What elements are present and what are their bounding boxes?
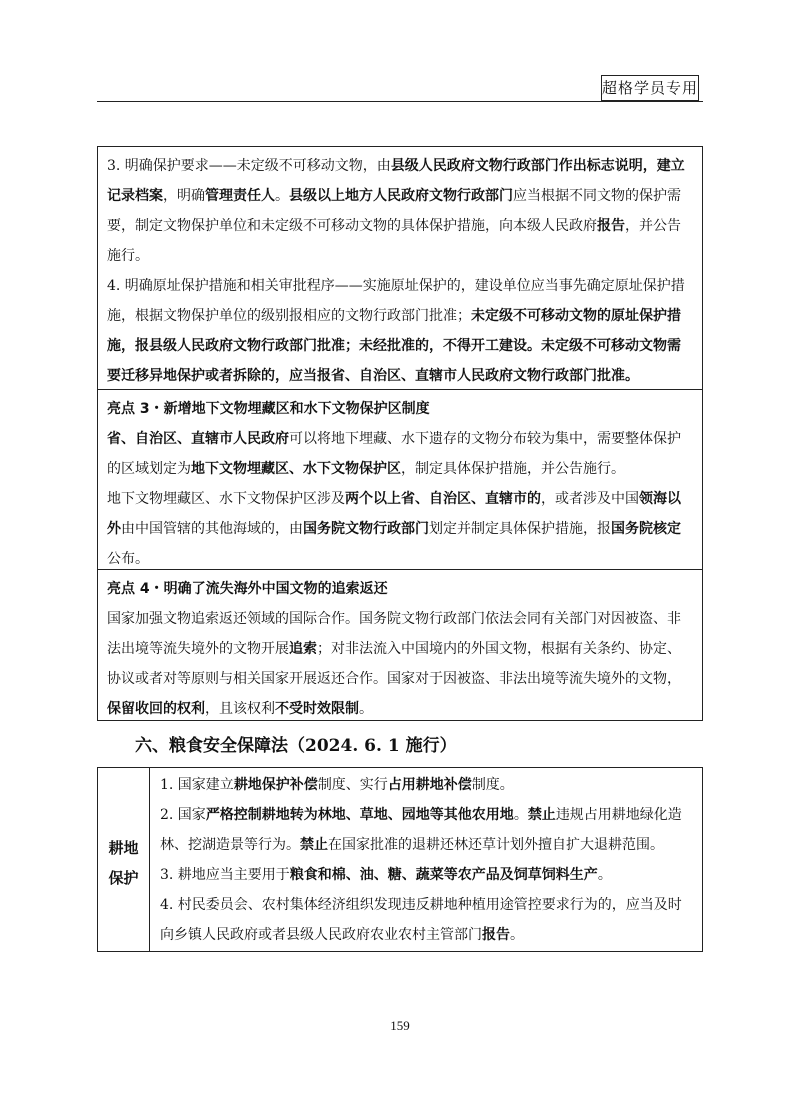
content-box-highlight-4 xyxy=(97,569,703,721)
highlight-3-paragraph-1: 省、自治区、直辖市人民政府可以将地下埋藏、水下遗存的文物分布较为集中，需要整体保护的区域划定为地下文物埋藏区、水下文物保护区，制定具体保护措施，并公告施行。 xyxy=(107,431,681,477)
content-box-highlight-3 xyxy=(97,389,703,569)
row-label-line-2: 保护 xyxy=(108,869,139,887)
exclusive-badge: 超格学员专用 xyxy=(601,75,699,101)
section-6-title: 六、粮食安全保障法（2024. 6. 1 施行） xyxy=(135,736,457,756)
highlight-4-paragraph: 国家加强文物追索返还领域的国际合作。国务院文物行政部门依法会同有关部门对因被盗、非法出境等流失境外的文物开展追索；对非法流入中国境内的外国文物，根据有关条约、协定、协议或者对等原则与相关国家开展返还合作。国家对于因被盗、非法出境等流失境外的文物，保留收回的权利，且该权利不受时效限制。 xyxy=(107,611,681,717)
item-4-paragraph: 4. 明确原址保护措施和相关审批程序——实施原址保护的，建设单位应当事先确定原址保护措施，根据文物保护单位的级别报相应的文物行政部门批准；未定级不可移动文物的原址保护措施，报县级人民政府文物行政部门批准；未经批准的，不得开工建设。未定级不可移动文物需要迁移异地保护或者拆除的，应当报省、自治区、直辖市人民政府文物行政部门批准。 xyxy=(107,278,685,384)
page-number: 159 xyxy=(390,1018,410,1033)
highlight-3-paragraph-2: 地下文物埋藏区、水下文物保护区涉及两个以上省、自治区、直辖市的，或者涉及中国领海以外由中国管辖的其他海域的，由国务院文物行政部门划定并制定具体保护措施，报国务院核定公布。 xyxy=(107,491,681,567)
farmland-protection-table xyxy=(97,767,703,952)
farmland-protection-content xyxy=(150,768,702,951)
header-rule xyxy=(97,101,703,102)
farmland-item-1: 1. 国家建立耕地保护补偿制度、实行占用耕地补偿制度。 xyxy=(160,777,514,793)
farmland-item-3: 3. 耕地应当主要用于粮食和棉、油、糖、蔬菜等农产品及饲草饲料生产。 xyxy=(160,867,612,883)
highlight-4-title: 亮点 4・明确了流失海外中国文物的追索返还 xyxy=(107,581,388,597)
row-label-line-1: 耕地 xyxy=(108,839,139,857)
farmland-item-2: 2. 国家严格控制耕地转为林地、草地、园地等其他农用地。禁止违规占用耕地绿化造林、挖湖造景等行为。禁止在国家批准的退耕还林还草计划外擅自扩大退耕范围。 xyxy=(160,807,682,853)
farmland-item-4: 4. 村民委员会、农村集体经济组织发现违反耕地种植用途管控要求行为的，应当及时向乡镇人民政府或者县级人民政府农业农村主管部门报告。 xyxy=(160,897,682,943)
item-3-paragraph: 3. 明确保护要求——未定级不可移动文物，由县级人民政府文物行政部门作出标志说明，建立记录档案，明确管理责任人。县级以上地方人民政府文物行政部门应当根据不同文物的保护需要，制定文物保护单位和未定级不可移动文物的具体保护措施，向本级人民政府报告，并公告施行。 xyxy=(107,158,685,264)
highlight-3-title: 亮点 3・新增地下文物埋藏区和水下文物保护区制度 xyxy=(107,401,430,417)
row-label-farmland-protection xyxy=(98,768,150,951)
content-box-requirements xyxy=(97,146,703,389)
